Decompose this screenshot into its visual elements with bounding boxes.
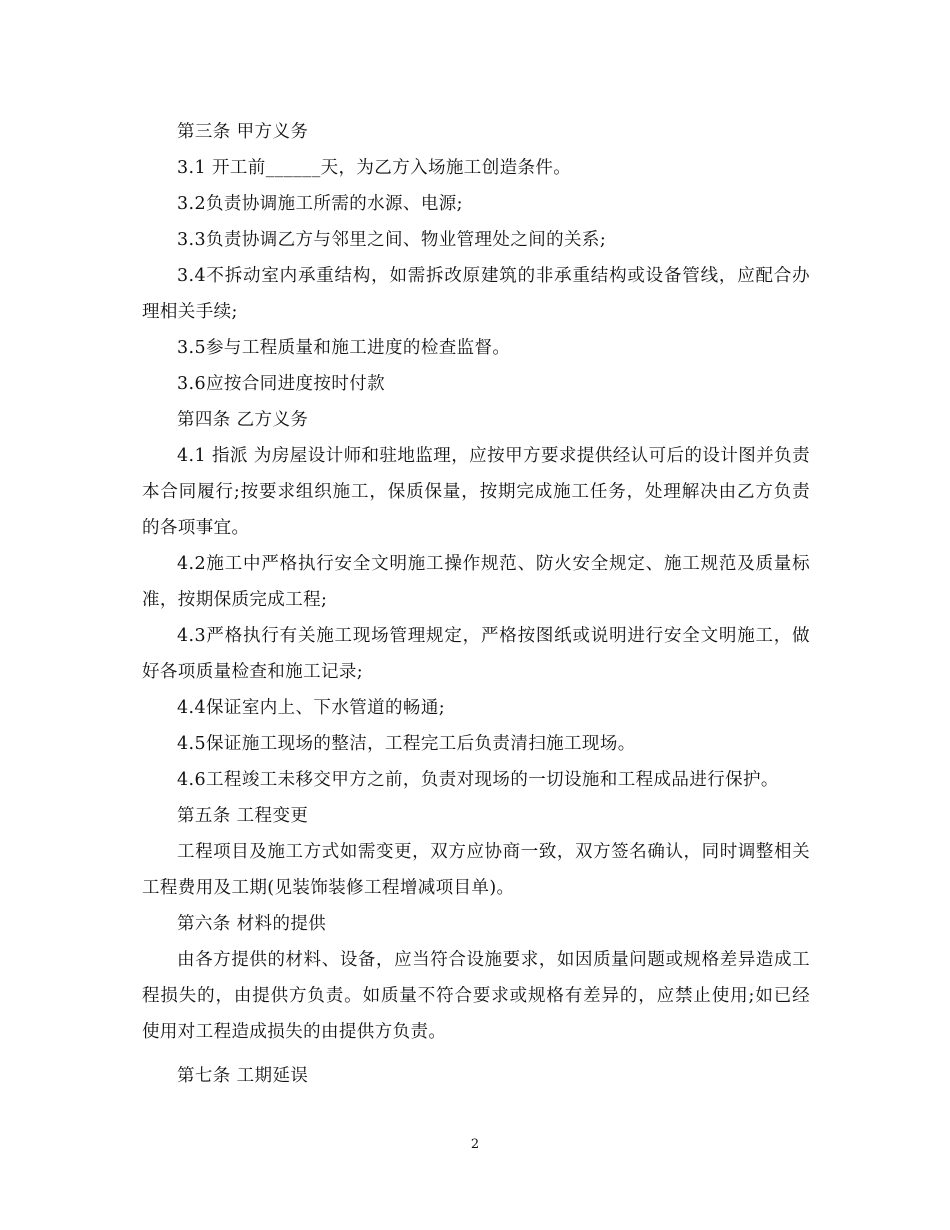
clause-paragraph: 4.3严格执行有关施工现场管理规定，严格按图纸或说明进行安全文明施工，做好各项质量检查和施工记录; xyxy=(142,626,810,682)
clause-paragraph: 3.6应按合同进度按时付款 xyxy=(177,374,386,394)
section-heading: 第七条 工期延误 xyxy=(177,1066,309,1086)
clause-paragraph: 4.6工程竣工未移交甲方之前，负责对现场的一切设施和工程成品进行保护。 xyxy=(177,770,779,790)
clause-paragraph: 4.1 指派 为房屋设计师和驻地监理，应按甲方要求提供经认可后的设计图并负责本合同履行;按要求组织施工，保质保量，按期完成施工任务，处理解决由乙方负责的各项事宜。 xyxy=(142,446,810,538)
section-heading: 第五条 工程变更 xyxy=(177,806,309,826)
page-number: 2 xyxy=(470,1137,480,1152)
section-heading: 第三条 甲方义务 xyxy=(177,122,309,142)
clause-paragraph: 3.3负责协调乙方与邻里之间、物业管理处之间的关系; xyxy=(177,230,607,250)
clause-paragraph: 工程项目及施工方式如需变更，双方应协商一致，双方签名确认，同时调整相关工程费用及工期(见装饰装修工程增减项目单)。 xyxy=(142,842,810,898)
section-heading: 第四条 乙方义务 xyxy=(177,410,309,430)
clause-paragraph: 3.1 开工前______天，为乙方入场施工创造条件。 xyxy=(177,158,572,178)
clause-paragraph: 3.2负责协调施工所需的水源、电源; xyxy=(177,194,463,214)
clause-paragraph: 4.4保证室内上、下水管道的畅通; xyxy=(177,698,446,718)
clause-paragraph: 由各方提供的材料、设备，应当符合设施要求，如因质量问题或规格差异造成工程损失的，由提供方负责。如质量不符合要求或规格有差异的，应禁止使用;如已经使用对工程造成损失的由提供方负责。 xyxy=(142,950,810,1042)
clause-paragraph: 3.5参与工程质量和施工进度的检查监督。 xyxy=(177,338,511,358)
clause-paragraph: 4.2施工中严格执行安全文明施工操作规范、防火安全规定、施工规范及质量标准，按期保质完成工程; xyxy=(142,554,810,610)
document-body xyxy=(142,114,810,1094)
clause-paragraph: 3.4不拆动室内承重结构，如需拆改原建筑的非承重结构或设备管线，应配合办理相关手续; xyxy=(142,266,810,322)
clause-paragraph: 4.5保证施工现场的整洁，工程完工后负责清扫施工现场。 xyxy=(177,734,636,754)
section-heading: 第六条 材料的提供 xyxy=(177,914,327,934)
